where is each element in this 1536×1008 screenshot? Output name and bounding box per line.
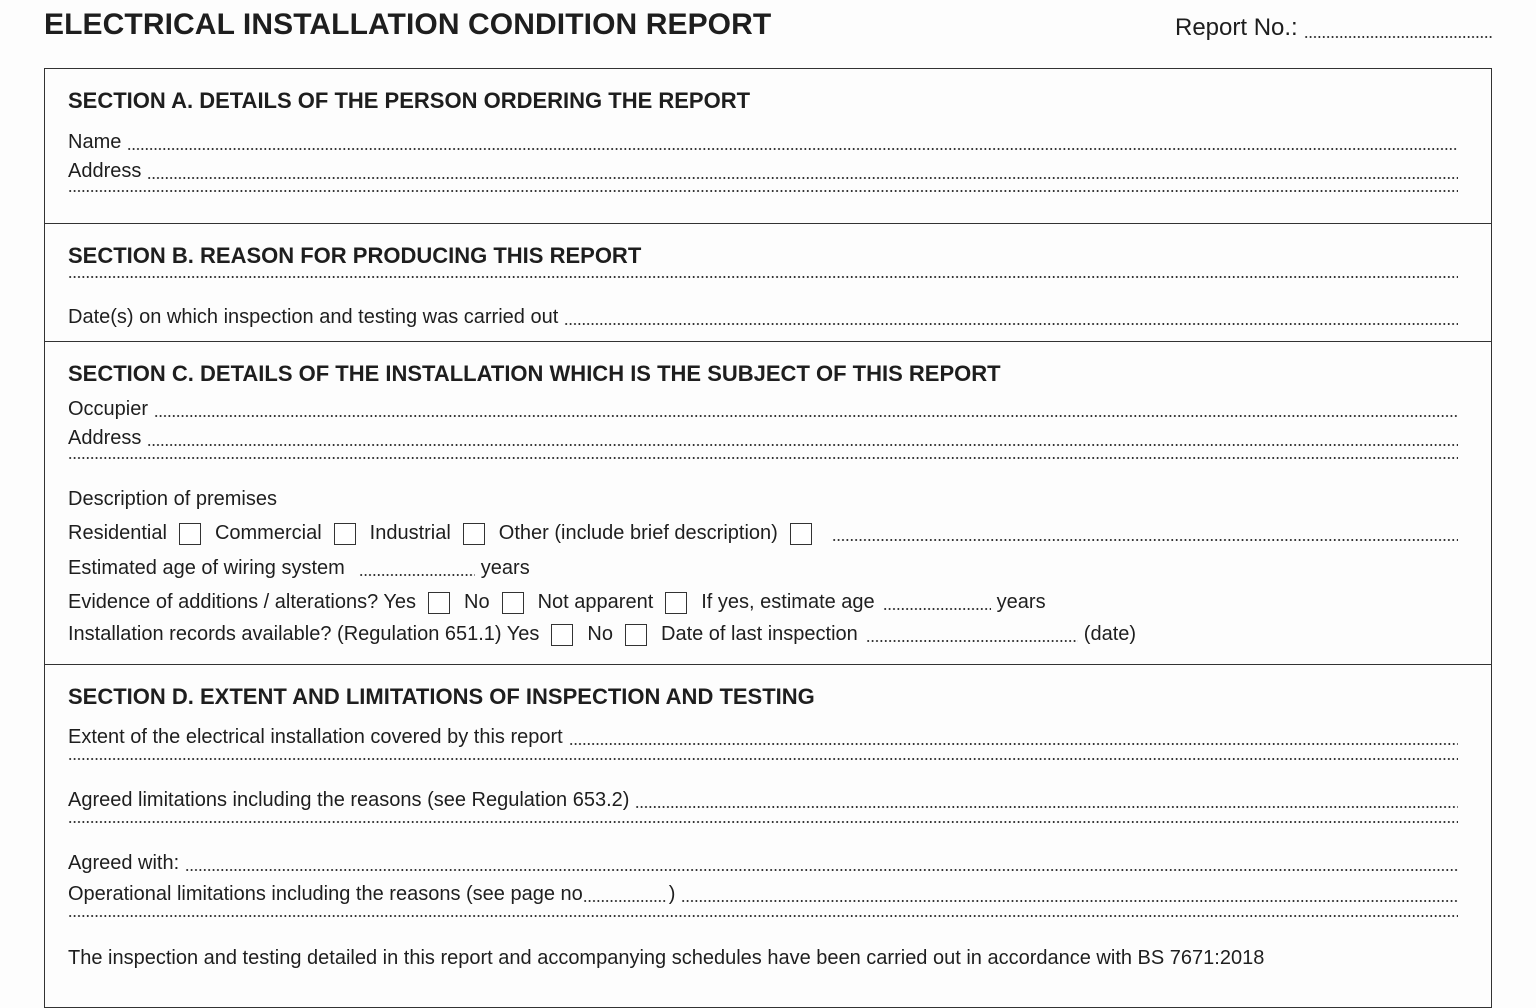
address-c-input-line-2[interactable] [68,457,1458,459]
premises-type-row [68,522,1458,545]
records-yes-label: Installation records available? (Regulation 651.1) Yes [68,623,540,645]
commercial-label: Commercial [214,522,322,544]
industrial-label: Industrial [369,522,451,544]
alterations-no-checkbox[interactable] [502,592,524,614]
reason-field[interactable] [68,276,1458,282]
residential-label: Residential [68,522,167,544]
estimate-age-input-line[interactable] [883,608,991,610]
not-apparent-label: Not apparent [537,591,654,613]
estimate-age-years-label: years [996,591,1046,613]
inspection-dates-input-line[interactable] [564,323,1458,325]
agreed-limitations-line2-field[interactable] [68,821,1458,827]
residential-checkbox[interactable] [179,523,201,545]
alterations-row [68,591,1458,614]
address-c-field[interactable] [68,427,1458,450]
not-apparent-checkbox[interactable] [665,592,687,614]
reason-input-line[interactable] [68,276,1458,278]
agreed-with-input-line[interactable] [185,869,1458,871]
premises-description-row [68,488,1458,511]
alterations-yes-checkbox[interactable] [428,592,450,614]
section-divider [44,223,1492,224]
agreed-limitations-input-line-2[interactable] [68,821,1458,823]
name-field[interactable] [68,131,1458,154]
agreed-with-label: Agreed with: [68,852,180,874]
section-a-heading: SECTION A. DETAILS OF THE PERSON ORDERING THE REPORT [68,88,751,113]
section-c-heading: SECTION C. DETAILS OF THE INSTALLATION WHICH IS THE SUBJECT OF THIS REPORT [68,361,1001,386]
address-a-line2-field[interactable] [68,190,1458,196]
operational-limitations-input-line-2[interactable] [68,915,1458,917]
section-b-heading: SECTION B. REASON FOR PRODUCING THIS REPORT [68,243,642,268]
report-title: ELECTRICAL INSTALLATION CONDITION REPORT [44,8,772,41]
inspection-dates-label: Date(s) on which inspection and testing was carried out [68,306,559,328]
other-description-input-line[interactable] [832,539,1458,541]
wiring-age-years-label: years [480,557,530,579]
extent-label: Extent of the electrical installation covered by this report [68,726,563,748]
operational-limitations-label-close: ) [668,883,676,905]
extent-input-line[interactable] [569,743,1458,745]
address-c-line2-field[interactable] [68,457,1458,463]
alterations-yes-label: Evidence of additions / alterations? Yes [68,591,417,613]
section-d-heading: SECTION D. EXTENT AND LIMITATIONS OF INSPECTION AND TESTING [68,684,815,709]
estimate-age-label: If yes, estimate age [701,591,875,613]
inspection-dates-field[interactable] [68,306,1458,329]
name-input-line[interactable] [127,148,1458,150]
alterations-no-label: No [464,591,490,613]
page-number-input-line[interactable] [583,900,667,902]
extent-line2-field[interactable] [68,758,1458,764]
industrial-checkbox[interactable] [463,523,485,545]
wiring-age-input-line[interactable] [359,574,475,576]
address-c-label: Address [68,427,142,449]
agreed-limitations-field[interactable] [68,789,1458,812]
records-no-label: No [587,623,613,645]
report-number-label: Report No.: [1175,14,1298,41]
other-label: Other (include brief description) [498,522,778,544]
installation-records-row [68,623,1458,646]
address-c-input-line[interactable] [147,444,1458,446]
occupier-label: Occupier [68,398,149,420]
wiring-age-row [68,557,1458,580]
last-inspection-input-line[interactable] [866,640,1078,642]
extent-input-line-2[interactable] [68,758,1458,760]
agreed-with-field[interactable] [68,852,1458,875]
section-divider [44,341,1492,342]
other-checkbox[interactable] [790,523,812,545]
operational-limitations-field[interactable] [68,883,1458,906]
address-a-input-line[interactable] [147,177,1458,179]
extent-field[interactable] [68,726,1458,749]
records-yes-checkbox[interactable] [551,624,573,646]
report-number-input-line[interactable] [1304,36,1493,38]
wiring-age-label: Estimated age of wiring system [68,557,345,579]
records-no-checkbox[interactable] [625,624,647,646]
agreed-limitations-label: Agreed limitations including the reasons (see Regulation 653.2) [68,789,630,811]
occupier-input-line[interactable] [154,415,1458,417]
compliance-statement-row [68,947,1458,970]
name-label: Name [68,131,122,153]
last-inspection-date-suffix: (date) [1083,623,1137,645]
address-a-label: Address [68,160,142,182]
address-a-input-line-2[interactable] [68,190,1458,192]
operational-limitations-label: Operational limitations including the reasons (see page no [68,883,583,905]
commercial-checkbox[interactable] [334,523,356,545]
section-divider [44,664,1492,665]
compliance-statement: The inspection and testing detailed in this report and accompanying schedules have been carried out in accordance with BS 7671:2018 [68,947,1265,969]
report-number-field[interactable] [1175,14,1493,42]
occupier-field[interactable] [68,398,1458,421]
operational-limitations-input-line[interactable] [681,900,1458,902]
last-inspection-label: Date of last inspection [661,623,858,645]
operational-limitations-line2-field[interactable] [68,915,1458,921]
agreed-limitations-input-line[interactable] [635,806,1458,808]
address-a-field[interactable] [68,160,1458,183]
premises-description-label: Description of premises [68,488,277,510]
